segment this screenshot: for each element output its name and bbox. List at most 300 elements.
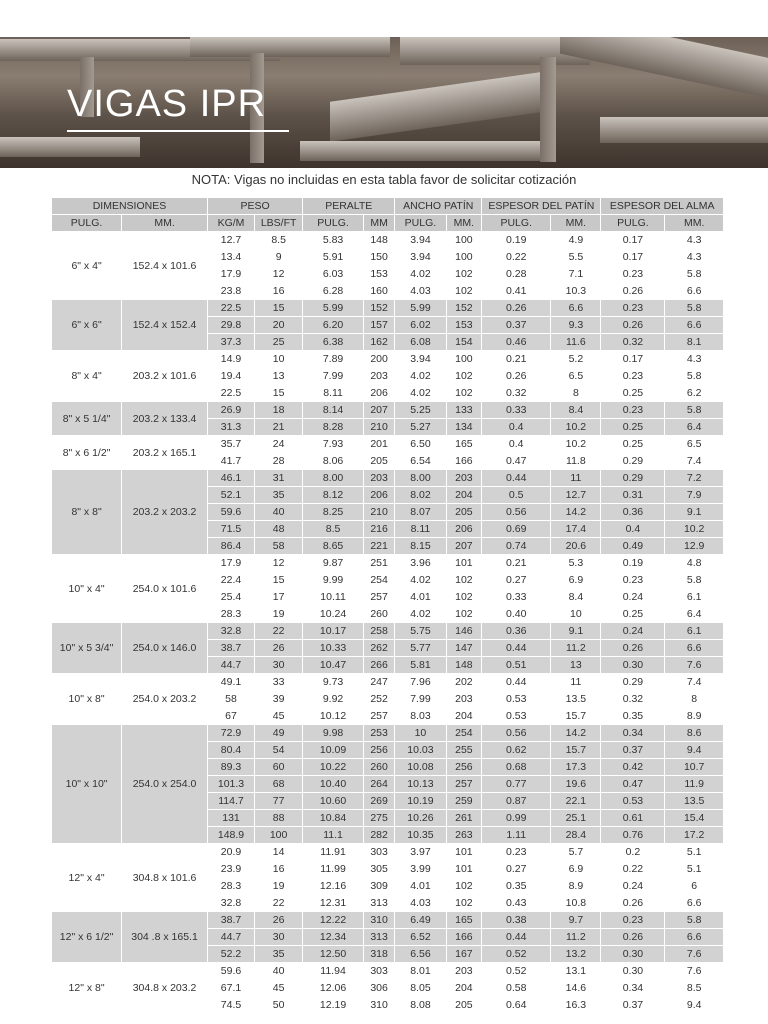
table-row	[52, 300, 724, 317]
table-cell: 14.6	[551, 980, 601, 997]
table-cell: 205	[446, 504, 482, 521]
table-cell: 9.3	[551, 317, 601, 334]
table-cell: 318	[363, 946, 394, 963]
table-cell: 157	[363, 317, 394, 334]
table-cell: 11.6	[551, 334, 601, 351]
table-cell: 131	[207, 810, 254, 827]
table-cell: 3.94	[395, 351, 446, 368]
subheader-cell: MM	[363, 215, 394, 232]
table-cell: 0.23	[601, 300, 665, 317]
beam-specs-table	[51, 197, 724, 1014]
table-row	[52, 555, 724, 572]
table-cell: 4.9	[551, 232, 601, 249]
table-cell: 7.2	[665, 470, 724, 487]
table-cell: 38.7	[207, 640, 254, 657]
table-cell: 10.22	[303, 759, 364, 776]
table-cell: 148.9	[207, 827, 254, 844]
table-cell: 0.31	[601, 487, 665, 504]
table-cell: 8.4	[551, 589, 601, 606]
table-cell: 102	[446, 589, 482, 606]
table-cell: 20.6	[551, 538, 601, 555]
table-cell: 16	[255, 283, 303, 300]
table-cell: 5.3	[551, 555, 601, 572]
table-cell: 0.62	[482, 742, 551, 759]
table-cell: 6	[665, 878, 724, 895]
table-cell: 5.8	[665, 368, 724, 385]
table-cell: 8.00	[303, 470, 364, 487]
table-cell: 10.60	[303, 793, 364, 810]
table-cell: 0.44	[482, 674, 551, 691]
table-cell: 8.01	[395, 963, 446, 980]
table-cell: 28.4	[551, 827, 601, 844]
table-cell: 0.37	[482, 317, 551, 334]
table-cell: 0.29	[601, 470, 665, 487]
table-cell: 313	[363, 929, 394, 946]
table-cell: 0.29	[601, 453, 665, 470]
table-cell: 102	[446, 606, 482, 623]
table-cell: 8.12	[303, 487, 364, 504]
table-cell: 40	[255, 504, 303, 521]
table-body	[52, 232, 724, 1014]
table-cell: 48	[255, 521, 303, 538]
table-cell: 12.06	[303, 980, 364, 997]
table-cell: 0.56	[482, 725, 551, 742]
table-cell: 16.3	[551, 997, 601, 1014]
table-cell: 0.27	[482, 861, 551, 878]
dimension-pulg-cell: 10" x 5 3/4"	[52, 623, 122, 674]
table-cell: 6.49	[395, 912, 446, 929]
table-cell: 0.76	[601, 827, 665, 844]
table-cell: 68	[255, 776, 303, 793]
table-cell: 13.4	[207, 249, 254, 266]
table-cell: 9	[255, 249, 303, 266]
table-cell: 200	[363, 351, 394, 368]
table-cell: 22	[255, 623, 303, 640]
table-cell: 10.3	[551, 283, 601, 300]
table-cell: 152	[446, 300, 482, 317]
dimension-pulg-cell: 8" x 6 1/2"	[52, 436, 122, 470]
table-cell: 11.8	[551, 453, 601, 470]
table-cell: 0.23	[601, 266, 665, 283]
table-cell: 0.5	[482, 487, 551, 504]
table-cell: 72.9	[207, 725, 254, 742]
table-cell: 166	[446, 929, 482, 946]
table-cell: 0.49	[601, 538, 665, 555]
table-cell: 5.27	[395, 419, 446, 436]
table-cell: 10.12	[303, 708, 364, 725]
table-cell: 0.30	[601, 657, 665, 674]
table-cell: 13.2	[551, 946, 601, 963]
table-cell: 0.23	[482, 844, 551, 861]
table-cell: 4.8	[665, 555, 724, 572]
table-cell: 0.56	[482, 504, 551, 521]
subheader-cell: PULG.	[601, 215, 665, 232]
table-cell: 23.8	[207, 283, 254, 300]
table-cell: 0.28	[482, 266, 551, 283]
table-cell: 257	[363, 708, 394, 725]
table-cell: 0.4	[601, 521, 665, 538]
table-row	[52, 436, 724, 453]
table-cell: 100	[446, 232, 482, 249]
header-ancho-patin: ANCHO PATÍN	[395, 198, 482, 215]
table-cell: 16	[255, 861, 303, 878]
table-cell: 22	[255, 895, 303, 912]
table-cell: 102	[446, 283, 482, 300]
table-cell: 13.5	[551, 691, 601, 708]
table-cell: 102	[446, 368, 482, 385]
table-cell: 0.41	[482, 283, 551, 300]
table-cell: 0.26	[601, 283, 665, 300]
table-cell: 0.30	[601, 963, 665, 980]
table-cell: 31.3	[207, 419, 254, 436]
table-cell: 6.08	[395, 334, 446, 351]
table-cell: 0.37	[601, 742, 665, 759]
table-cell: 11.94	[303, 963, 364, 980]
table-cell: 0.25	[601, 606, 665, 623]
table-cell: 7.4	[665, 453, 724, 470]
table-cell: 167	[446, 946, 482, 963]
table-cell: 10.17	[303, 623, 364, 640]
table-cell: 17.9	[207, 266, 254, 283]
table-cell: 5.1	[665, 861, 724, 878]
table-cell: 32.8	[207, 895, 254, 912]
table-cell: 4.01	[395, 878, 446, 895]
table-cell: 52.1	[207, 487, 254, 504]
table-cell: 256	[363, 742, 394, 759]
table-cell: 102	[446, 895, 482, 912]
table-cell: 0.25	[601, 436, 665, 453]
table-cell: 152	[363, 300, 394, 317]
table-cell: 21	[255, 419, 303, 436]
table-cell: 22.1	[551, 793, 601, 810]
subheader-cell: MM.	[551, 215, 601, 232]
table-cell: 0.38	[482, 912, 551, 929]
table-cell: 6.5	[665, 436, 724, 453]
table-cell: 6.1	[665, 623, 724, 640]
table-cell: 10.7	[665, 759, 724, 776]
table-cell: 5.8	[665, 266, 724, 283]
table-cell: 12.7	[551, 487, 601, 504]
table-cell: 5.8	[665, 572, 724, 589]
table-cell: 20	[255, 317, 303, 334]
table-cell: 23.9	[207, 861, 254, 878]
table-cell: 6.9	[551, 572, 601, 589]
table-cell: 5.8	[665, 912, 724, 929]
table-cell: 5.81	[395, 657, 446, 674]
table-cell: 0.47	[482, 453, 551, 470]
dimension-mm-cell: 254.0 x 101.6	[122, 555, 208, 623]
table-cell: 4.01	[395, 589, 446, 606]
dimension-mm-cell: 203.2 x 133.4	[122, 402, 208, 436]
table-cell: 0.99	[482, 810, 551, 827]
table-cell: 255	[446, 742, 482, 759]
table-cell: 4.02	[395, 368, 446, 385]
table-cell: 10.03	[395, 742, 446, 759]
table-row	[52, 351, 724, 368]
table-cell: 12.34	[303, 929, 364, 946]
dimension-pulg-cell: 6" x 4"	[52, 232, 122, 300]
table-cell: 0.26	[482, 300, 551, 317]
table-cell: 60	[255, 759, 303, 776]
table-cell: 260	[363, 759, 394, 776]
table-cell: 10.09	[303, 742, 364, 759]
table-cell: 7.6	[665, 963, 724, 980]
table-cell: 28.3	[207, 606, 254, 623]
table-cell: 102	[446, 385, 482, 402]
table-cell: 10.8	[551, 895, 601, 912]
table-cell: 38.7	[207, 912, 254, 929]
table-cell: 5.99	[303, 300, 364, 317]
table-cell: 1.11	[482, 827, 551, 844]
table-cell: 71.5	[207, 521, 254, 538]
table-cell: 8.07	[395, 504, 446, 521]
table-cell: 9.4	[665, 997, 724, 1014]
table-cell: 0.40	[482, 606, 551, 623]
table-cell: 11.9	[665, 776, 724, 793]
table-cell: 59.6	[207, 504, 254, 521]
table-cell: 203	[363, 470, 394, 487]
table-cell: 8.14	[303, 402, 364, 419]
table-cell: 10.2	[665, 521, 724, 538]
table-cell: 257	[446, 776, 482, 793]
table-cell: 9.1	[551, 623, 601, 640]
table-cell: 10.11	[303, 589, 364, 606]
dimension-mm-cell: 152.4 x 101.6	[122, 232, 208, 300]
header-espesor-patin: ESPESOR DEL PATÍN	[482, 198, 601, 215]
table-cell: 11.2	[551, 640, 601, 657]
table-cell: 17.9	[207, 555, 254, 572]
table-cell: 9.98	[303, 725, 364, 742]
table-cell: 210	[363, 419, 394, 436]
table-cell: 10.40	[303, 776, 364, 793]
table-cell: 19	[255, 606, 303, 623]
table-cell: 88	[255, 810, 303, 827]
table-cell: 5.5	[551, 249, 601, 266]
table-cell: 0.61	[601, 810, 665, 827]
table-cell: 39	[255, 691, 303, 708]
table-cell: 303	[363, 844, 394, 861]
table-cell: 0.17	[601, 232, 665, 249]
table-cell: 5.2	[551, 351, 601, 368]
table-cell: 206	[363, 487, 394, 504]
table-cell: 12.19	[303, 997, 364, 1014]
table-cell: 0.44	[482, 929, 551, 946]
table-cell: 35	[255, 487, 303, 504]
table-cell: 0.26	[601, 929, 665, 946]
table-cell: 7.99	[303, 368, 364, 385]
table-cell: 8.11	[395, 521, 446, 538]
table-cell: 3.99	[395, 861, 446, 878]
table-cell: 262	[363, 640, 394, 657]
table-cell: 10.35	[395, 827, 446, 844]
table-cell: 7.6	[665, 657, 724, 674]
table-cell: 8.11	[303, 385, 364, 402]
table-cell: 146	[446, 623, 482, 640]
table-cell: 6.02	[395, 317, 446, 334]
table-cell: 4.3	[665, 351, 724, 368]
table-cell: 9.7	[551, 912, 601, 929]
table-cell: 44.7	[207, 657, 254, 674]
note-text: NOTA: Vigas no incluidas en esta tabla favor de solicitar cotización	[191, 172, 577, 187]
table-cell: 13	[551, 657, 601, 674]
table-cell: 5.99	[395, 300, 446, 317]
subheader-cell: PULG.	[395, 215, 446, 232]
subheader-cell: MM.	[665, 215, 724, 232]
table-cell: 0.51	[482, 657, 551, 674]
table-cell: 3.97	[395, 844, 446, 861]
table-cell: 3.94	[395, 249, 446, 266]
table-cell: 0.53	[601, 793, 665, 810]
table-cell: 9.99	[303, 572, 364, 589]
table-cell: 100	[255, 827, 303, 844]
table-cell: 4.02	[395, 266, 446, 283]
table-cell: 8.1	[665, 334, 724, 351]
table-cell: 5.75	[395, 623, 446, 640]
table-cell: 313	[363, 895, 394, 912]
table-cell: 54	[255, 742, 303, 759]
table-cell: 11.99	[303, 861, 364, 878]
table-cell: 10.33	[303, 640, 364, 657]
table-cell: 6.03	[303, 266, 364, 283]
table-cell: 0.23	[601, 402, 665, 419]
table-cell: 0.52	[482, 963, 551, 980]
table-cell: 8.00	[395, 470, 446, 487]
table-cell: 11	[551, 674, 601, 691]
table-cell: 134	[446, 419, 482, 436]
table-cell: 0.26	[601, 640, 665, 657]
table-cell: 28	[255, 453, 303, 470]
table-cell: 19.6	[551, 776, 601, 793]
table-cell: 8.25	[303, 504, 364, 521]
table-cell: 0.33	[482, 589, 551, 606]
dimension-mm-cell: 203.2 x 101.6	[122, 351, 208, 402]
table-cell: 5.91	[303, 249, 364, 266]
table-cell: 33	[255, 674, 303, 691]
table-cell: 9.4	[665, 742, 724, 759]
table-cell: 15.7	[551, 708, 601, 725]
table-cell: 306	[363, 980, 394, 997]
table-cell: 10	[395, 725, 446, 742]
table-cell: 77	[255, 793, 303, 810]
table-cell: 0.27	[482, 572, 551, 589]
table-cell: 0.68	[482, 759, 551, 776]
subheader-cell: LBS/FT	[255, 215, 303, 232]
dimension-pulg-cell: 12" x 6 1/2"	[52, 912, 122, 963]
table-cell: 160	[363, 283, 394, 300]
table-cell: 41.7	[207, 453, 254, 470]
table-cell: 25.4	[207, 589, 254, 606]
table-cell: 0.23	[601, 368, 665, 385]
table-cell: 6.2	[665, 385, 724, 402]
table-cell: 4.03	[395, 895, 446, 912]
table-cell: 49.1	[207, 674, 254, 691]
table-cell: 46.1	[207, 470, 254, 487]
table-cell: 12.16	[303, 878, 364, 895]
table-cell: 11.1	[303, 827, 364, 844]
table-cell: 6.52	[395, 929, 446, 946]
table-cell: 207	[363, 402, 394, 419]
table-cell: 0.2	[601, 844, 665, 861]
table-cell: 6.6	[665, 283, 724, 300]
dimension-mm-cell: 254.0 x 146.0	[122, 623, 208, 674]
table-cell: 6.6	[665, 317, 724, 334]
table-cell: 19	[255, 878, 303, 895]
table-cell: 14.2	[551, 504, 601, 521]
table-cell: 4.3	[665, 232, 724, 249]
table-cell: 6.56	[395, 946, 446, 963]
table-cell: 0.53	[482, 708, 551, 725]
table-row	[52, 402, 724, 419]
table-cell: 133	[446, 402, 482, 419]
table-cell: 22.4	[207, 572, 254, 589]
table-cell: 8.06	[303, 453, 364, 470]
table-cell: 7.99	[395, 691, 446, 708]
table-cell: 0.53	[482, 691, 551, 708]
table-cell: 254	[363, 572, 394, 589]
dimension-mm-cell: 304.8 x 101.6	[122, 844, 208, 912]
table-row	[52, 912, 724, 929]
table-cell: 3.94	[395, 232, 446, 249]
table-cell: 204	[446, 980, 482, 997]
dimension-pulg-cell: 8" x 8"	[52, 470, 122, 555]
table-cell: 166	[446, 453, 482, 470]
table-cell: 0.25	[601, 419, 665, 436]
table-cell: 101	[446, 555, 482, 572]
table-cell: 8.5	[255, 232, 303, 249]
table-cell: 7.96	[395, 674, 446, 691]
table-cell: 0.24	[601, 589, 665, 606]
table-cell: 210	[363, 504, 394, 521]
table-cell: 8.9	[665, 708, 724, 725]
table-cell: 89.3	[207, 759, 254, 776]
table-cell: 10.19	[395, 793, 446, 810]
table-cell: 8.65	[303, 538, 364, 555]
sub-header-row	[52, 215, 724, 232]
table-cell: 6.50	[395, 436, 446, 453]
table-cell: 0.35	[482, 878, 551, 895]
table-cell: 17.4	[551, 521, 601, 538]
table-cell: 7.93	[303, 436, 364, 453]
table-cell: 102	[446, 572, 482, 589]
table-cell: 0.25	[601, 385, 665, 402]
table-cell: 10	[551, 606, 601, 623]
table-cell: 9.73	[303, 674, 364, 691]
table-cell: 6.6	[551, 300, 601, 317]
table-cell: 12	[255, 266, 303, 283]
subheader-cell: PULG.	[482, 215, 551, 232]
table-cell: 5.77	[395, 640, 446, 657]
table-cell: 0.46	[482, 334, 551, 351]
table-row	[52, 844, 724, 861]
table-cell: 25	[255, 334, 303, 351]
table-cell: 150	[363, 249, 394, 266]
dimension-mm-cell: 254.0 x 254.0	[122, 725, 208, 844]
page-title: VIGAS IPR	[67, 83, 267, 125]
table-cell: 7.89	[303, 351, 364, 368]
table-cell: 8.6	[665, 725, 724, 742]
table-cell: 9.92	[303, 691, 364, 708]
table-cell: 10.08	[395, 759, 446, 776]
table-cell: 102	[446, 266, 482, 283]
table-cell: 10	[255, 351, 303, 368]
dimension-pulg-cell: 8" x 4"	[52, 351, 122, 402]
table-cell: 305	[363, 861, 394, 878]
table-cell: 9.1	[665, 504, 724, 521]
table-cell: 6.20	[303, 317, 364, 334]
table-cell: 5.7	[551, 844, 601, 861]
table-cell: 35.7	[207, 436, 254, 453]
table-cell: 0.22	[482, 249, 551, 266]
